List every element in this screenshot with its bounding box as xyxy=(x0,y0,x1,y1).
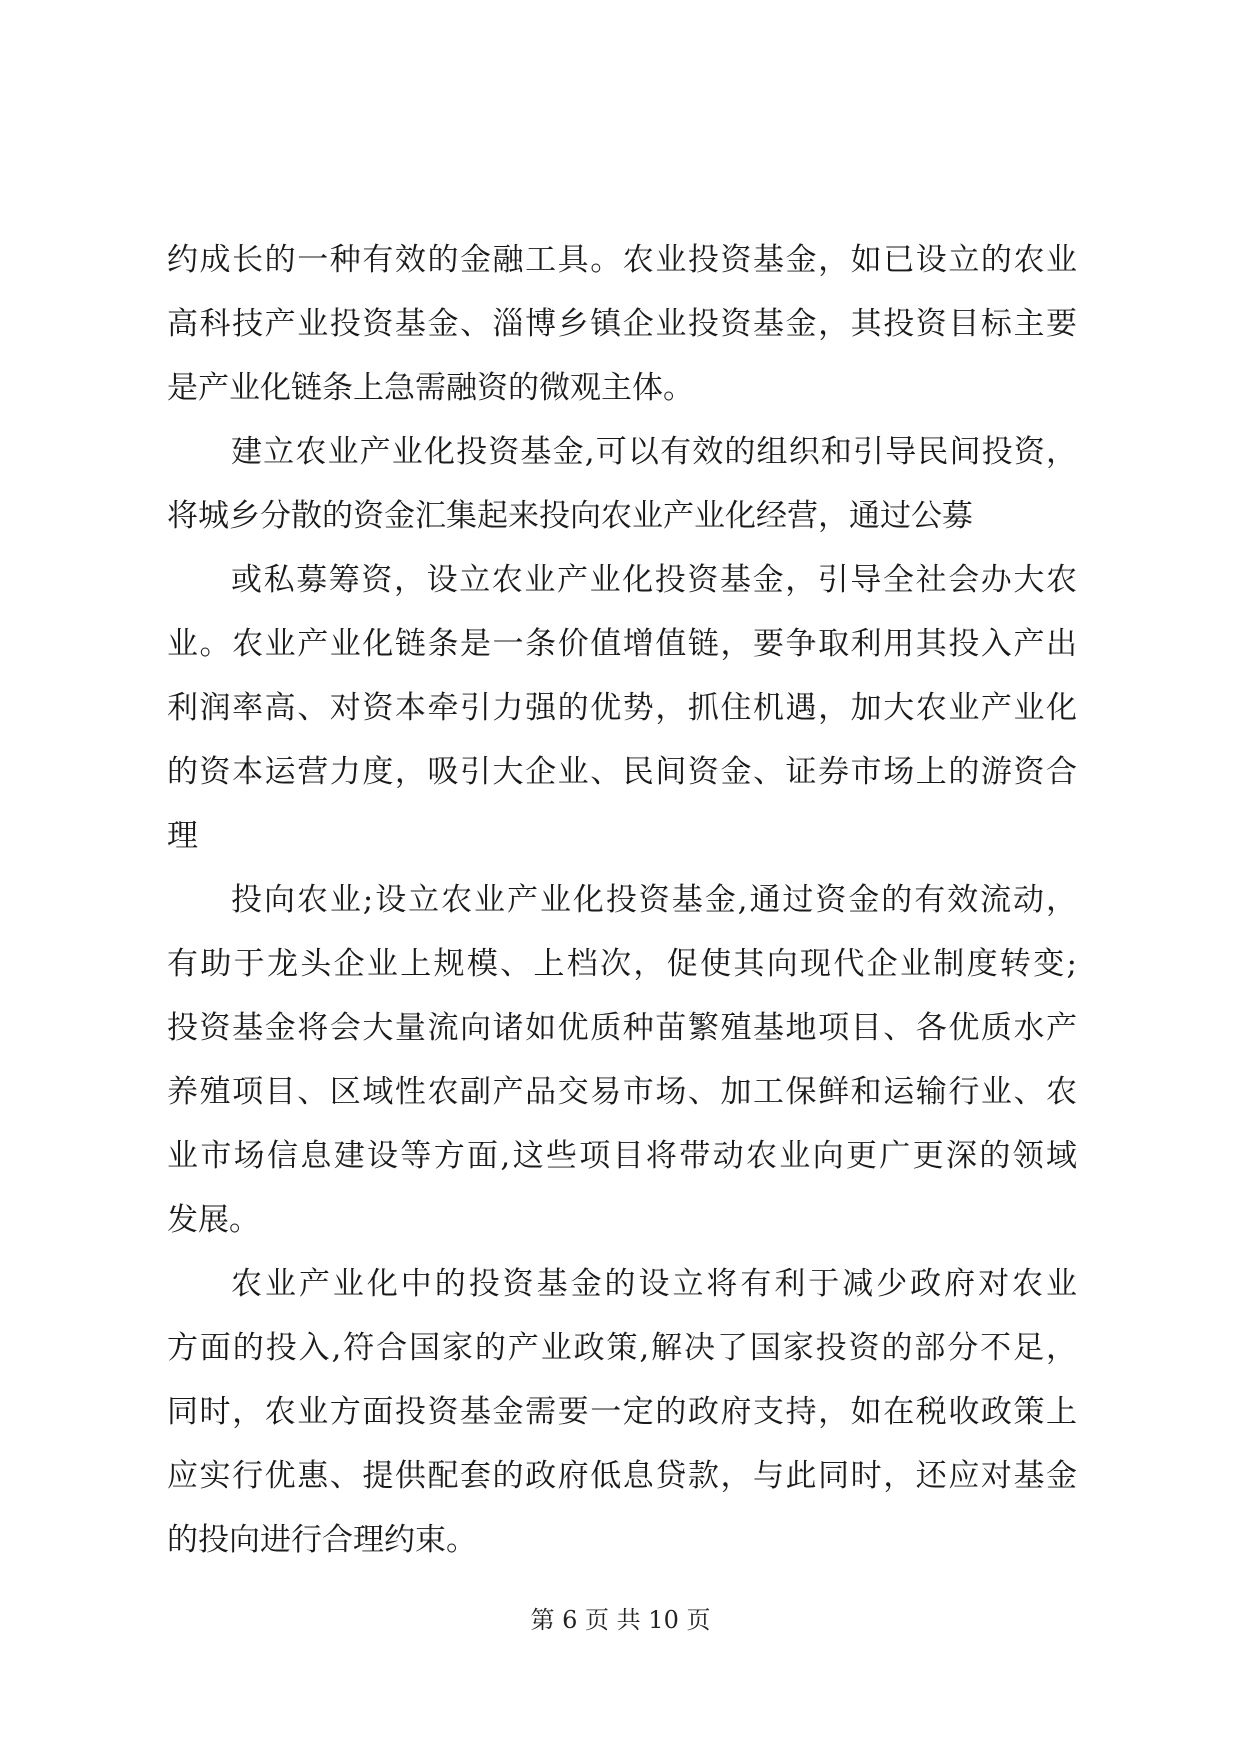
text-line: 的投向进行合理约束。 xyxy=(167,1522,477,1558)
text-line: 利润率高、对资本牵引力强的优势，抓住机遇，加大农业产业化 xyxy=(167,690,1077,726)
text-line: 方面的投入,符合国家的产业政策,解决了国家投资的部分不足， xyxy=(167,1330,1077,1366)
text-line: 是产业化链条上急需融资的微观主体。 xyxy=(167,370,694,406)
text-line: 投向农业;设立农业产业化投资基金,通过资金的有效流动， xyxy=(231,882,1077,918)
text-line: 的资本运营力度，吸引大企业、民间资金、证券市场上的游资合 xyxy=(167,754,1077,790)
text-line: 业市场信息建设等方面,这些项目将带动农业向更广更深的领域 xyxy=(167,1138,1077,1174)
text-line: 应实行优惠、提供配套的政府低息贷款，与此同时，还应对基金 xyxy=(167,1458,1077,1494)
text-line: 约成长的一种有效的金融工具。农业投资基金，如已设立的农业 xyxy=(167,242,1077,278)
page-footer: 第 6 页 共 10 页 xyxy=(530,1606,711,1634)
text-line: 投资基金将会大量流向诸如优质种苗繁殖基地项目、各优质水产 xyxy=(167,1010,1077,1046)
text-line: 同时，农业方面投资基金需要一定的政府支持，如在税收政策上 xyxy=(167,1394,1077,1430)
text-line: 理 xyxy=(167,818,198,854)
text-line: 建立农业产业化投资基金,可以有效的组织和引导民间投资， xyxy=(231,434,1077,470)
text-line: 发展。 xyxy=(167,1202,260,1238)
text-line: 农业产业化中的投资基金的设立将有利于减少政府对农业 xyxy=(231,1266,1077,1302)
text-line: 将城乡分散的资金汇集起来投向农业产业化经营，通过公募 xyxy=(167,498,973,534)
text-line: 或私募筹资，设立农业产业化投资基金，引导全社会办大农 xyxy=(231,562,1077,598)
body-text xyxy=(167,228,1077,1572)
text-line: 有助于龙头企业上规模、上档次，促使其向现代企业制度转变; xyxy=(167,946,1077,982)
text-line: 养殖项目、区域性农副产品交易市场、加工保鲜和运输行业、农 xyxy=(167,1074,1077,1110)
text-line: 高科技产业投资基金、淄博乡镇企业投资基金，其投资目标主要 xyxy=(167,306,1077,342)
text-line: 业。农业产业化链条是一条价值增值链，要争取利用其投入产出 xyxy=(167,626,1077,662)
